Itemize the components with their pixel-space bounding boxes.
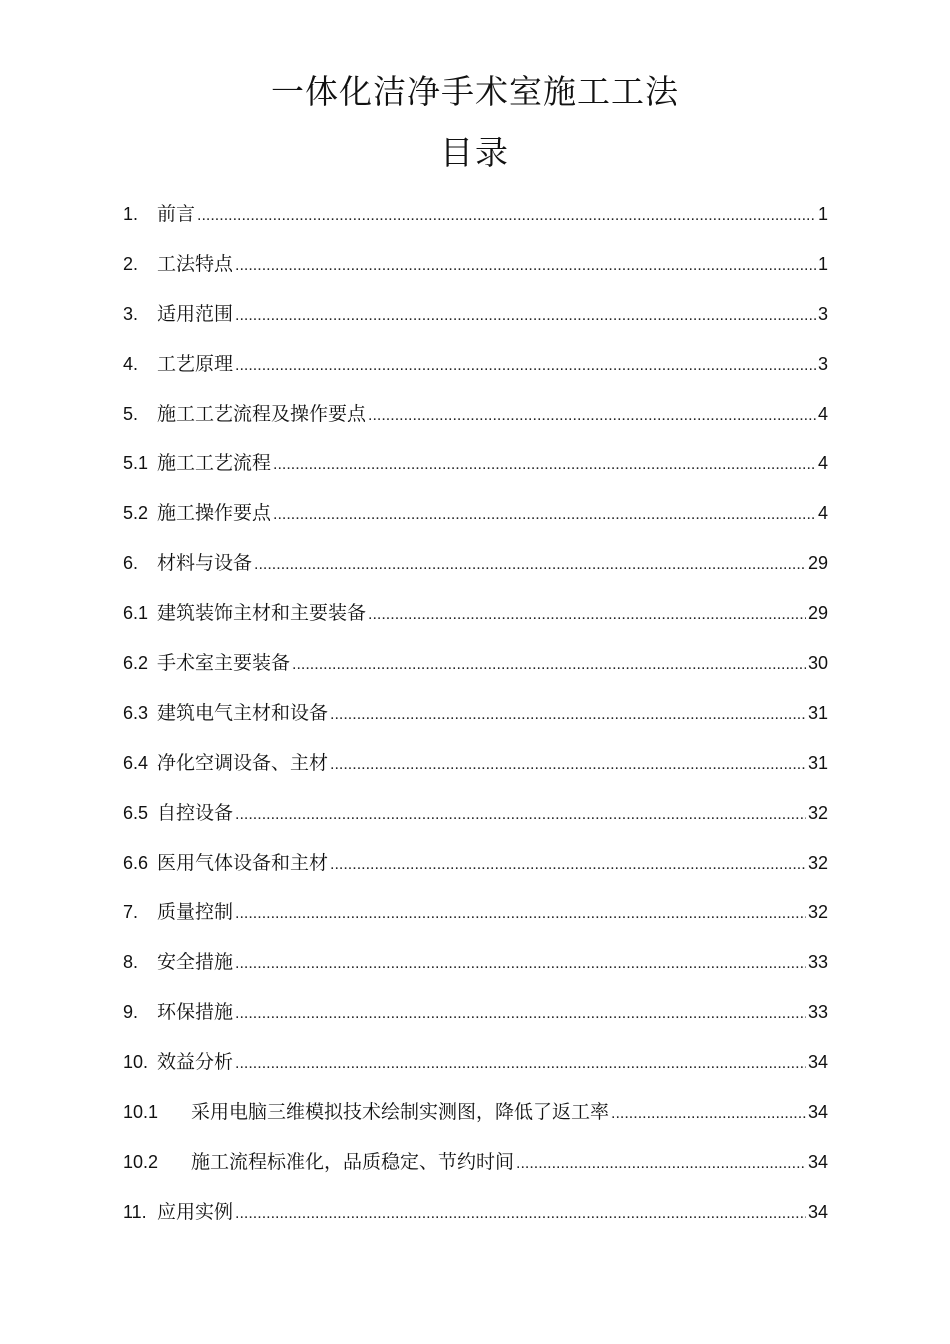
toc-entry-number: 9. (123, 1002, 139, 1023)
toc-entry-page: 34 (807, 1151, 828, 1172)
document-title: 一体化洁净手术室施工工法 (271, 72, 679, 111)
toc-entry[interactable] (123, 647, 828, 697)
toc-leader-dots (368, 599, 806, 631)
toc-entry-title: 建筑电气主材和设备 (157, 701, 329, 724)
toc-leader-dots (235, 250, 816, 282)
toc-entry-number: 5.1 (123, 453, 149, 474)
toc-entry-title: 建筑装饰主材和主要装备 (157, 602, 367, 625)
toc-entry-number: 7. (123, 902, 139, 923)
toc-entry-title: 应用实例 (157, 1200, 234, 1223)
toc-entry-title: 采用电脑三维模拟技术绘制实测图，降低了返工率 (191, 1101, 610, 1124)
toc-entry-number: 5.2 (123, 503, 149, 524)
toc-leader-dots (292, 649, 806, 681)
toc-entry[interactable] (123, 348, 828, 398)
toc-entry-page: 32 (807, 852, 828, 873)
toc-entry-page: 34 (807, 1102, 828, 1123)
toc-entry-number: 6.2 (123, 653, 149, 674)
toc-leader-dots (235, 998, 806, 1030)
toc-entry-page: 29 (807, 603, 828, 624)
toc-entry-number: 6.3 (123, 702, 149, 723)
toc-entry-page: 29 (807, 553, 828, 574)
toc-entry-title: 工法特点 (157, 252, 234, 275)
toc-entry-page: 31 (807, 752, 828, 773)
toc-entry-title: 效益分析 (157, 1051, 234, 1074)
toc-entry-number: 2. (123, 253, 139, 274)
toc-entry-title: 施工操作要点 (157, 502, 272, 525)
toc-entry[interactable] (123, 946, 828, 996)
toc-entry-number: 6.4 (123, 752, 149, 773)
toc-leader-dots (254, 549, 806, 581)
toc-entry-number: 11. (123, 1201, 147, 1222)
toc-entry-page: 4 (817, 453, 828, 474)
toc-entry-number: 10.1 (123, 1102, 159, 1123)
toc-leader-dots (235, 300, 816, 332)
toc-entry-title: 施工流程标准化，品质稳定、节约时间 (191, 1150, 515, 1173)
toc-entry[interactable] (123, 847, 828, 897)
toc-entry-title: 施工工艺流程及操作要点 (157, 402, 367, 425)
toc-entry-number: 6.6 (123, 852, 149, 873)
toc-entry[interactable] (123, 797, 828, 847)
toc-entry[interactable] (123, 597, 828, 647)
toc-entry-page: 33 (807, 952, 828, 973)
toc-entry[interactable] (123, 896, 828, 946)
toc-leader-dots (235, 350, 816, 382)
table-of-contents (123, 198, 828, 1246)
toc-entry[interactable] (123, 1096, 828, 1146)
toc-leader-dots (368, 400, 816, 432)
toc-entry[interactable] (123, 298, 828, 348)
toc-entry[interactable] (123, 398, 828, 448)
toc-entry[interactable] (123, 198, 828, 248)
toc-leader-dots (273, 499, 816, 531)
toc-entry-number: 10. (123, 1052, 149, 1073)
toc-entry-page: 1 (817, 253, 828, 274)
toc-entry-page: 3 (817, 353, 828, 374)
toc-leader-dots (330, 849, 806, 881)
toc-entry[interactable] (123, 497, 828, 547)
toc-entry-page: 1 (817, 204, 828, 224)
toc-entry-title: 材料与设备 (157, 552, 253, 575)
toc-entry[interactable] (123, 547, 828, 597)
toc-entry[interactable] (123, 447, 828, 497)
toc-leader-dots (611, 1098, 806, 1130)
toc-entry-page: 33 (807, 1002, 828, 1023)
toc-entry-page: 34 (807, 1052, 828, 1073)
toc-entry-title: 前言 (157, 203, 196, 225)
toc-entry-number: 6. (123, 553, 139, 574)
toc-entry-number: 4. (123, 353, 139, 374)
toc-entry-title: 适用范围 (157, 302, 234, 325)
toc-leader-dots (273, 449, 816, 481)
toc-entry[interactable] (123, 1046, 828, 1096)
toc-entry-number: 1. (123, 204, 139, 224)
toc-entry[interactable] (123, 747, 828, 797)
toc-entry-title: 净化空调设备、主材 (157, 751, 329, 774)
toc-entry-page: 31 (807, 702, 828, 723)
toc-leader-dots (330, 699, 806, 731)
toc-leader-dots (197, 200, 816, 232)
toc-entry-page: 30 (807, 653, 828, 674)
toc-entry-title: 质量控制 (157, 901, 234, 924)
toc-entry[interactable] (123, 996, 828, 1046)
toc-leader-dots (235, 1048, 806, 1080)
toc-entry-title: 环保措施 (157, 1001, 234, 1024)
toc-leader-dots (235, 799, 806, 831)
toc-entry-title: 医用气体设备和主材 (157, 851, 329, 874)
toc-entry[interactable] (123, 1146, 828, 1196)
toc-entry-page: 32 (807, 902, 828, 923)
toc-entry-number: 6.1 (123, 603, 149, 624)
toc-entry-page: 34 (807, 1201, 828, 1222)
toc-heading: 目录 (440, 133, 510, 172)
toc-entry[interactable] (123, 248, 828, 298)
toc-entry-title: 工艺原理 (157, 352, 234, 375)
toc-leader-dots (516, 1148, 806, 1180)
toc-leader-dots (235, 1198, 806, 1230)
toc-leader-dots (235, 898, 806, 930)
toc-entry-title: 施工工艺流程 (157, 452, 272, 475)
toc-entry-number: 3. (123, 303, 139, 324)
toc-entry-number: 5. (123, 403, 139, 424)
toc-entry-number: 6.5 (123, 802, 149, 823)
toc-entry-page: 4 (817, 403, 828, 424)
toc-leader-dots (330, 749, 806, 781)
toc-entry-title: 自控设备 (157, 801, 234, 824)
toc-entry[interactable] (123, 697, 828, 747)
toc-entry-number: 10.2 (123, 1151, 159, 1172)
toc-leader-dots (235, 948, 806, 980)
toc-entry-number: 8. (123, 952, 139, 973)
toc-entry-page: 32 (807, 802, 828, 823)
toc-entry-title: 安全措施 (157, 951, 234, 974)
toc-entry-title: 手术室主要装备 (157, 652, 291, 675)
toc-entry-page: 3 (817, 303, 828, 324)
toc-entry-page: 4 (817, 503, 828, 524)
toc-entry[interactable] (123, 1196, 828, 1246)
